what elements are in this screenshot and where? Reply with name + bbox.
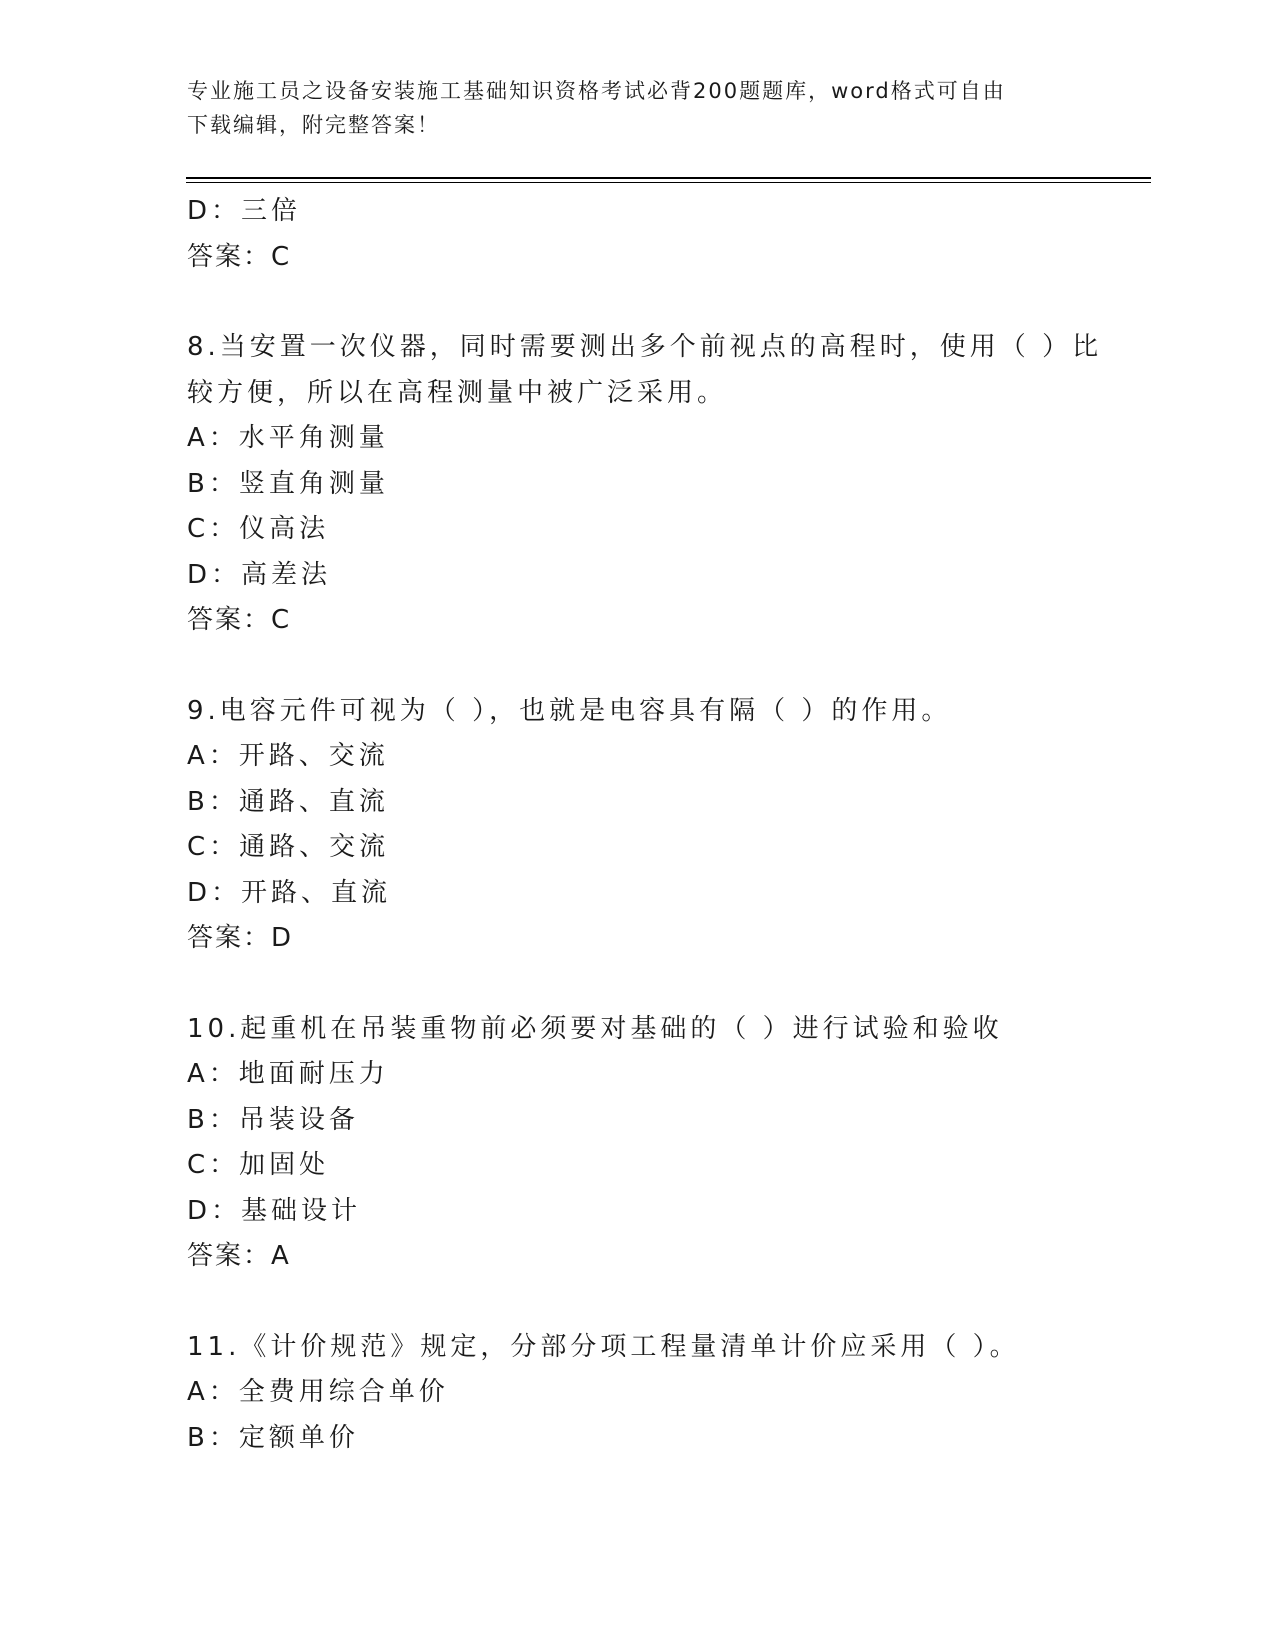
answer-line: 答案：C [187, 605, 292, 635]
spacer [187, 644, 1087, 689]
answer-line: 答案：A [187, 1241, 291, 1271]
option-c: C：通路、交流 [187, 832, 390, 862]
question-block-10 [187, 1007, 1087, 1280]
question-block-9 [187, 689, 1087, 962]
option-d: D：三倍 [187, 196, 302, 226]
option-c: C：加固处 [187, 1150, 330, 1180]
option-b: B：竖直角测量 [187, 468, 389, 499]
option-a: A：全费用综合单价 [187, 1377, 449, 1407]
option-a: A：地面耐压力 [187, 1059, 389, 1089]
header-title-line2: 下载编辑，附完整答案！ [187, 113, 440, 137]
question-stem: 9.电容元件可视为（ ），也就是电容具有隔（ ）的作用。 [187, 695, 952, 726]
option-b: B：通路、直流 [187, 786, 389, 817]
question-stem: 10.起重机在吊装重物前必须要对基础的（ ）进行试验和验收 [187, 1013, 1003, 1044]
spacer [187, 280, 1087, 325]
header-divider-thick [186, 177, 1151, 179]
answer-line: 答案：D [187, 923, 294, 953]
spacer [187, 962, 1087, 1007]
option-b: B：定额单价 [187, 1422, 359, 1453]
question-stem: 8.当安置一次仪器，同时需要测出多个前视点的高程时，使用（ ）比 [187, 332, 1103, 362]
question-list [187, 189, 1103, 1461]
option-d: D：基础设计 [187, 1195, 362, 1226]
option-b: B：吊装设备 [187, 1104, 359, 1135]
spacer [187, 1280, 1087, 1325]
option-d: D：开路、直流 [187, 877, 392, 908]
question-stem: 11.《计价规范》规定，分部分项工程量清单计价应采用（ ）。 [187, 1331, 1020, 1362]
header-title-line1: 专业施工员之设备安装施工基础知识资格考试必背200题题库，word格式可自由 [187, 79, 1006, 103]
question-block-7-tail [187, 189, 1087, 280]
option-c: C：仪高法 [187, 514, 330, 544]
option-a: A：水平角测量 [187, 423, 389, 453]
page-header [187, 74, 1067, 142]
header-divider-thin [186, 182, 1151, 183]
option-d: D：高差法 [187, 559, 332, 590]
option-a: A：开路、交流 [187, 741, 389, 771]
question-block-8 [187, 325, 1103, 644]
answer-line: 答案：C [187, 241, 292, 272]
question-stem-continued: 较方便，所以在高程测量中被广泛采用。 [187, 377, 728, 408]
question-block-11 [187, 1325, 1087, 1462]
